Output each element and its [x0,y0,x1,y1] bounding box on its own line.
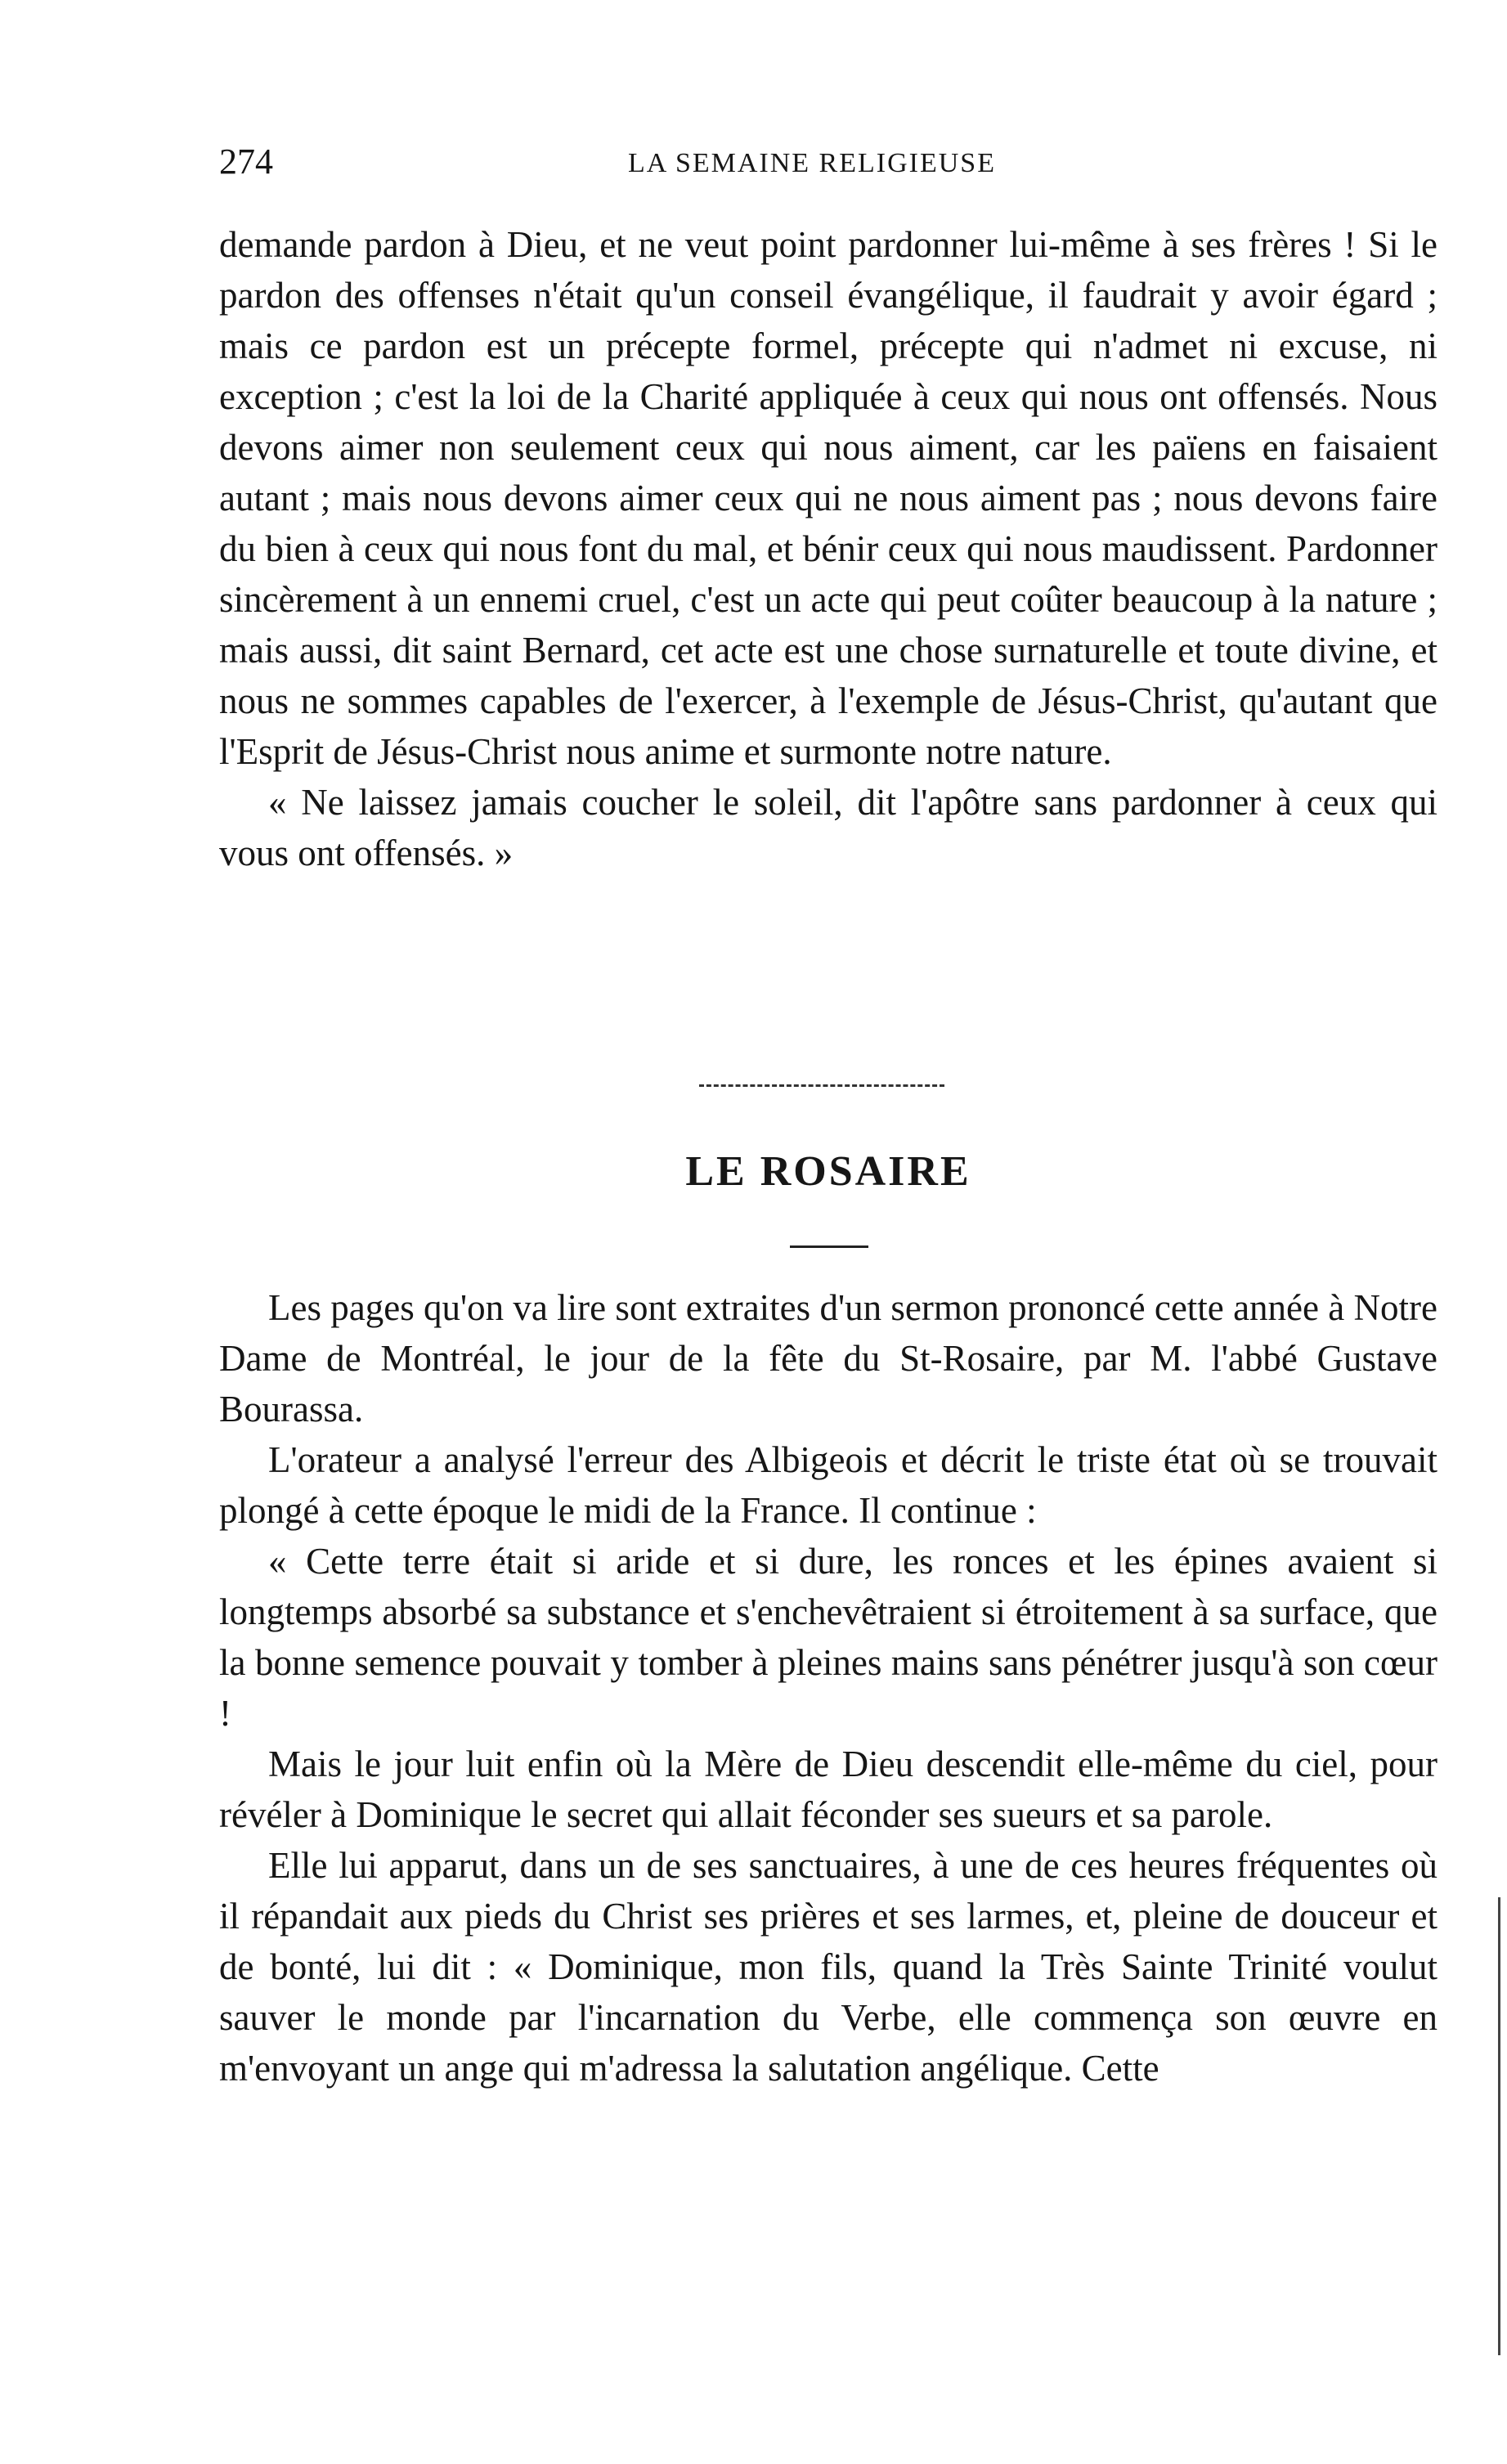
page-number: 274 [219,141,273,182]
paragraph: Mais le jour luit enfin où la Mère de Dieu descendit elle-même du ciel, pour révéler à Dominique le secret qui allait féconder ses sueurs et sa parole. [219,1744,1437,1835]
paragraph: « Ne laissez jamais coucher le soleil, dit l'apôtre sans pardonner à ceux qui vous ont offensés. » [219,782,1437,873]
title-rule [790,1245,868,1248]
scan-edge-mark [1498,1897,1500,2355]
paragraph: « Cette terre était si aride et si dure, les ronces et les épines avaient si longtemps absorbé sa substance et s'enchevêtraient si étroitement à sa surface, que la bonne semence pouvait y tomber à pleines mains sans pénétrer jusqu'à son cœur ! [219,1541,1437,1734]
section-text [219,1282,1437,2094]
paragraph: L'orateur a analysé l'erreur des Albigeois et décrit le triste état où se trouvait plongé à cette époque le midi de la France. Il continue : [219,1439,1437,1531]
opening-text [219,219,1437,878]
page-header [219,137,1446,186]
paragraph: Elle lui apparut, dans un de ses sanctuaires, à une de ces heures fréquentes où il répandait aux pieds du Christ ses prières et ses larmes, et, pleine de douceur et de bonté, lui dit : « Dominique, mon fils, quand la Très Sainte Trinité voulut sauver le monde par l'incarnation du Verbe, elle commença son œuvre en m'envoyant un ange qui m'adressa la salutation angélique. Cette [219,1845,1437,2089]
section-title: LE ROSAIRE [685,1148,971,1195]
section-divider [699,1084,944,1087]
paragraph: demande pardon à Dieu, et ne veut point pardonner lui-même à ses frères ! Si le pardon des offenses n'était qu'un conseil évangélique, il faudrait y avoir égard ; mais ce pardon est un précepte formel, précepte qui n'admet ni excuse, ni exception ; c'est la loi de la Charité appliquée à ceux qui nous ont offensés. Nous devons aimer non seulement ceux qui nous aiment, car les païens en faisaient autant ; mais nous devons aimer ceux qui ne nous aiment pas ; nous devons faire du bien à ceux qui nous font du mal, et bénir ceux qui nous maudissent. Pardonner sincèrement à un ennemi cruel, c'est un acte qui peut coûter beaucoup à la nature ; mais aussi, dit saint Bernard, cet acte est une chose surnaturelle et toute divine, et nous ne sommes capables de l'exercer, à l'exemple de Jésus-Christ, qu'autant que l'Esprit de Jésus-Christ nous anime et surmonte notre nature. [219,224,1437,772]
paragraph: Les pages qu'on va lire sont extraites d'un sermon prononcé cette année à Notre Dame de Montréal, le jour de la fête du St-Rosaire, par M. l'abbé Gustave Bourassa. [219,1287,1437,1429]
running-head: LA SEMAINE RELIGIEUSE [628,148,996,178]
